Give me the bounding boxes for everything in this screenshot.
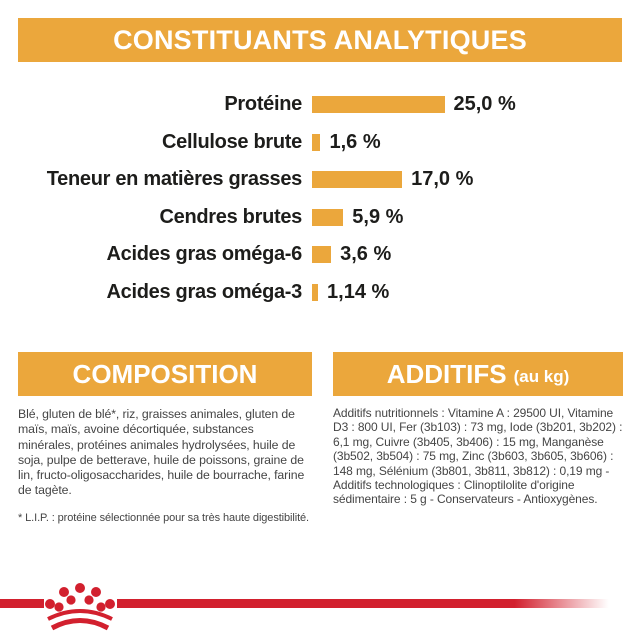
chart-category-label: Protéine — [224, 93, 302, 116]
chart-bar — [312, 171, 402, 188]
chart-bar — [312, 134, 320, 151]
additifs-title: ADDITIFS — [386, 358, 507, 389]
chart-row — [0, 236, 640, 274]
composition-body: Blé, gluten de blé*, riz, graisses animales, gluten de maïs, maïs, avoine décortiquée, substances minérales, protéines animales hydrolysées, huile de soja, pulpe de betterave, huile de poissons, graine de lin, fructo-oligosaccharides, huile de bourrache, farine de tagète. — [18, 407, 305, 498]
lip-footnote: * L.I.P. : protéine sélectionnée pour sa très haute digestibilité. — [18, 511, 309, 524]
chart-category-label: Acides gras oméga-6 — [106, 243, 302, 266]
chart-row — [0, 124, 640, 162]
chart-row — [0, 86, 640, 124]
constituants-header-bar — [18, 18, 622, 62]
brand-line-left — [0, 599, 44, 608]
additifs-body: Additifs nutritionnels : Vitamine A : 29500 UI, Vitamine D3 : 800 UI, Fer (3b103) : 73 mg, Iode (3b201, 3b202) : 6,1 mg, Cuivre (3b405, 3b406) : 15 mg, Manganèse (3b502, 3b504) : 75 mg, Zinc (3b603, 3b605, 3b606) : 148 mg, Sélénium (3b801, 3b811, 3b812) : 0,19 mg - Additifs technologiques : Clinoptilolite d'origine sédimentaire : 5 g - Conservateurs - Antioxygènes. — [333, 406, 623, 507]
chart-bar — [312, 284, 318, 301]
chart-value-label: 3,6 % — [340, 243, 392, 266]
chart-row — [0, 161, 640, 199]
chart-value-label: 17,0 % — [411, 168, 474, 191]
chart-row — [0, 199, 640, 237]
chart-category-label: Cendres brutes — [159, 205, 302, 228]
chart-category-label: Cellulose brute — [162, 130, 302, 153]
additifs-section — [333, 352, 623, 507]
composition-title: COMPOSITION — [72, 358, 258, 389]
chart-category-label: Acides gras oméga-3 — [106, 280, 302, 303]
chart-row — [0, 274, 640, 312]
chart-value-label: 25,0 % — [453, 93, 516, 116]
page-title: CONSTITUANTS ANALYTIQUES — [113, 24, 527, 55]
chart-category-label: Teneur en matières grasses — [46, 168, 302, 191]
additifs-title-suffix: (au kg) — [513, 366, 570, 386]
constituants-bar-chart — [0, 86, 640, 311]
additifs-header-bar — [333, 352, 623, 396]
chart-value-label: 5,9 % — [352, 205, 404, 228]
composition-header-bar — [18, 352, 312, 396]
chart-bar — [312, 96, 445, 113]
chart-value-label: 1,14 % — [327, 280, 390, 303]
brand-line-right — [117, 599, 640, 608]
royal-canin-crown-icon — [42, 580, 118, 632]
chart-value-label: 1,6 % — [329, 130, 381, 153]
chart-bar — [312, 209, 343, 226]
composition-section — [18, 352, 312, 524]
chart-bar — [312, 246, 331, 263]
